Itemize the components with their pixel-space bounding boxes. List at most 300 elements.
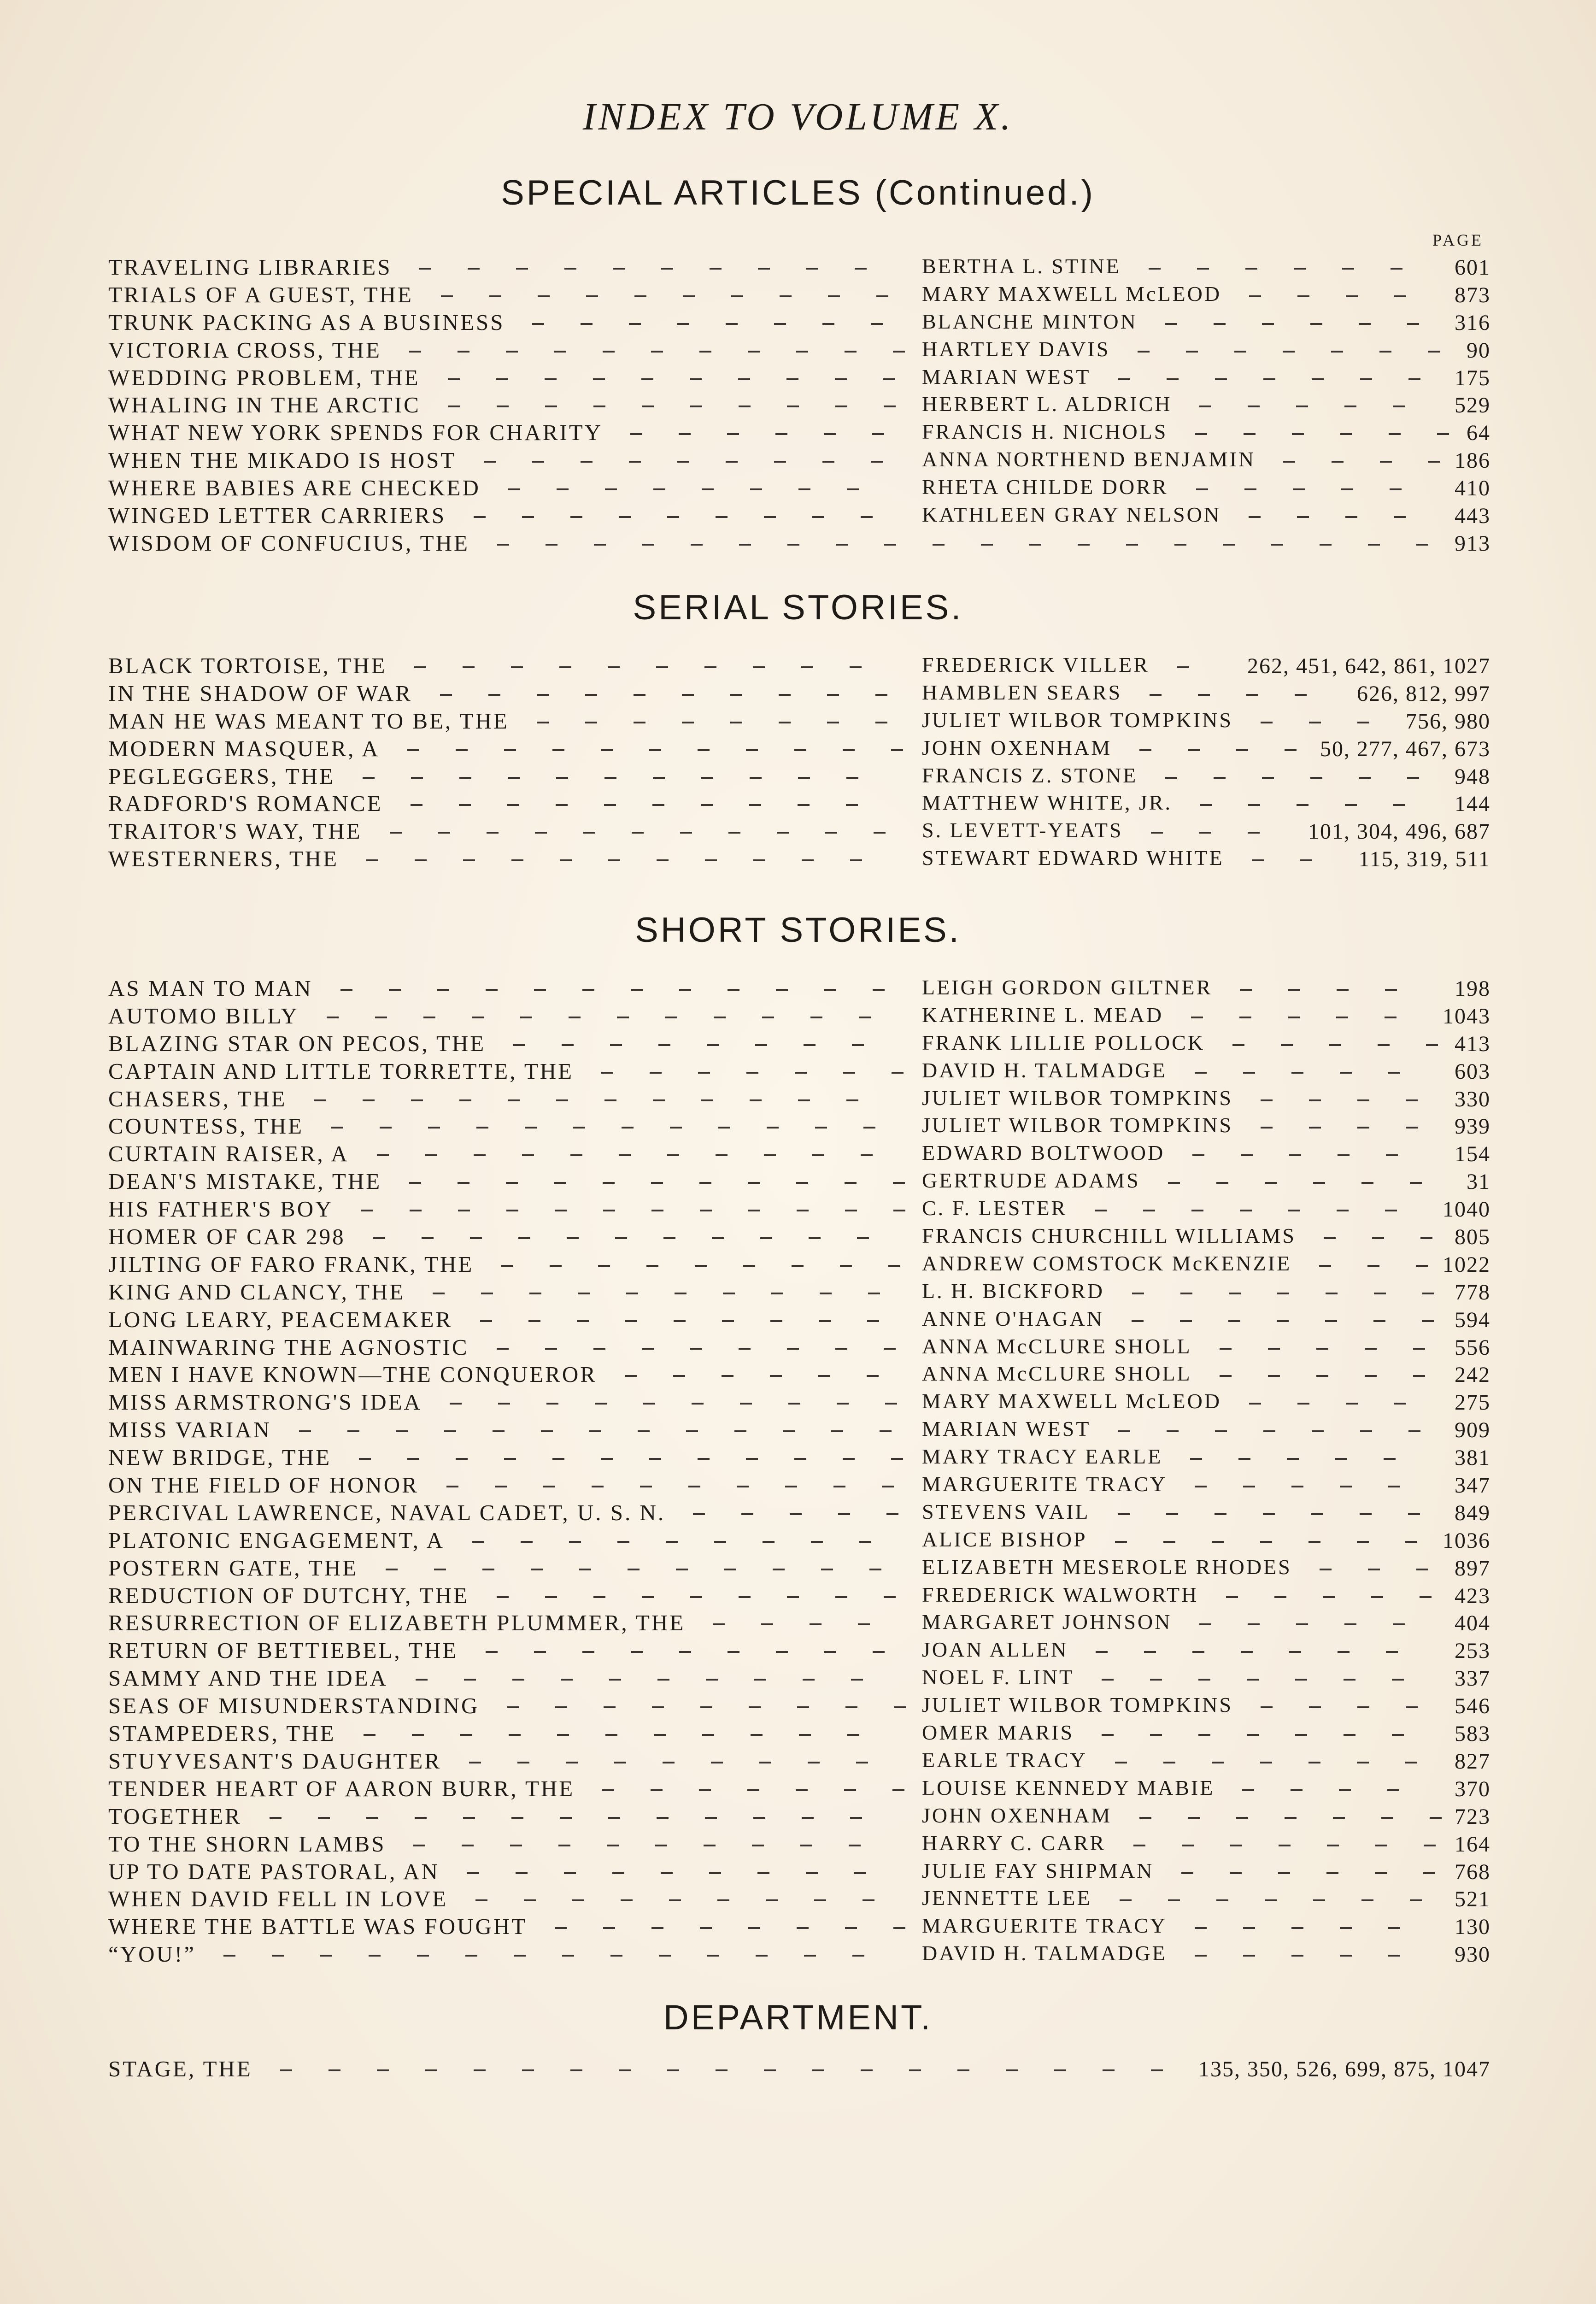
leader-dash [552,1458,564,1460]
leader-dash [373,1237,385,1239]
leader-dash [748,1182,760,1184]
leader-dash [1346,1403,1358,1405]
entry-title: CURTAIN RAISER, A [108,1141,349,1167]
leader-dash [579,1569,591,1570]
entry-page: 583 [1455,1722,1490,1746]
leader-dash [779,722,791,723]
leader-dash [1390,488,1402,490]
leader-dash [619,516,631,518]
leader-dash [812,2069,824,2071]
leader-dash [701,1099,713,1101]
leader-dash [1393,804,1405,806]
leader-dash [440,694,452,696]
leader-dash [846,804,858,806]
leader-dash [1285,749,1297,751]
leader-dash [1167,1430,1179,1432]
entry-page: 1040 [1443,1197,1490,1222]
leader-dash [520,1017,532,1018]
leader-dash [688,1486,700,1487]
leader-dash [874,832,886,834]
leader-dash [845,351,857,353]
leader-dash [1410,1899,1422,1901]
leader-dash [570,2069,582,2071]
index-entry [108,251,1490,279]
leader-dash [777,832,789,834]
leader-dash [845,1927,857,1929]
entry-title: POSTERN GATE, THE [108,1555,358,1581]
leader-dash [728,989,739,991]
leader-dash [510,1845,522,1846]
leader-dash [465,1955,477,1957]
leader-dash [610,1955,622,1957]
index-entry [108,1690,1490,1717]
leader-dash [1430,1817,1442,1819]
entry-title: SAMMY AND THE IDEA [108,1665,388,1691]
leader-dash [1313,1182,1325,1184]
entry-page: 626, 812, 997 [1357,681,1490,706]
leader-dash [557,488,569,490]
index-entry [108,1055,1490,1083]
leader-dash [861,516,873,518]
leader-dash [1291,1927,1303,1929]
leader-dash [679,433,691,435]
leader-dash [1357,1762,1369,1763]
leader-dash [532,323,544,325]
entry-page: 897 [1455,1556,1490,1581]
leader-dash [516,1872,528,1874]
leader-dash [690,406,702,407]
leader-dash [824,1651,836,1653]
leader-dash [702,488,714,490]
leader-dash [1177,666,1189,668]
leader-dash [692,1403,704,1405]
leader-dash [726,323,738,325]
leader-dash [608,1817,620,1819]
leader-dash [1144,1651,1156,1653]
entry-author: MATTHEW WHITE, JR. [922,791,1173,815]
leader-dash [802,859,814,861]
leader-dash [1248,1623,1260,1625]
leader-dash [1283,461,1295,463]
leader-dash [846,1099,858,1101]
leader-dash [1344,1734,1355,1736]
index-entry [108,500,1490,527]
entry-author: JENNETTE LEE [922,1886,1092,1910]
volume-title: INDEX TO VOLUME X. [582,95,1014,138]
entry-author: ANNA NORTHEND BENJAMIN [922,447,1256,471]
leader-dash [543,1486,555,1487]
leader-dash [1428,351,1440,353]
entry-author: BLANCHE MINTON [922,309,1138,333]
leader-dash [1096,1651,1108,1653]
entry-author: JULIET WILBOR TOMPKINS [922,1113,1233,1137]
leader-dash [1132,1293,1144,1294]
leader-dash [1277,1320,1289,1322]
leader-dash [507,804,519,806]
leader-dash [698,1072,710,1074]
leader-dash [1309,1706,1321,1708]
leader-dash [663,1237,675,1239]
entry-author: JULIET WILBOR TOMPKINS [922,708,1233,732]
leader-dash [1374,1293,1386,1294]
leader-dash [605,1734,617,1736]
leader-dash [437,989,449,991]
leader-dash [537,694,549,696]
leader-dash [1405,1762,1417,1763]
entry-author: DAVID H. TALMADGE [922,1941,1167,1965]
leader-dash [557,1734,569,1736]
leader-dash [1167,378,1179,380]
leader-dash [1297,516,1309,518]
entry-title: MEN I HAVE KNOWN—THE CONQUEROR [108,1362,597,1387]
leader-dash [1327,1845,1339,1846]
leader-dash [1408,378,1420,380]
leader-dash [573,1127,585,1128]
index-entry [108,527,1490,555]
entry-author: HARTLEY DAVIS [922,337,1110,361]
entry-title: VICTORIA CROSS, THE [108,337,381,363]
leader-dash [1238,1458,1250,1460]
entry-title: CHASERS, THE [108,1086,287,1111]
leader-dash [1308,1541,1320,1543]
leader-dash [892,1789,904,1791]
leader-dash [320,1955,332,1957]
leader-dash [1408,1430,1420,1432]
entry-title: RETURN OF BETTIEBEL, THE [108,1638,458,1663]
leader-dash [1285,1817,1297,1819]
leader-dash [880,1430,892,1432]
entry-page: 130 [1455,1915,1490,1940]
index-entry [108,650,1490,677]
leader-dash [749,1706,761,1708]
leader-dash [654,1734,666,1736]
entry-page: 778 [1455,1280,1490,1305]
leader-dash [738,378,750,380]
leader-dash [722,1375,733,1377]
leader-dash [746,1072,758,1074]
entry-title: PERCIVAL LAWRENCE, NAVAL CADET, U. S. N. [108,1499,666,1525]
leader-dash [605,488,617,490]
leader-dash [1423,1872,1435,1874]
entry-title: WHAT NEW YORK SPENDS FOR CHARITY [108,420,603,446]
leader-dash [653,777,665,779]
leader-dash [1345,516,1357,518]
leader-dash [873,989,885,991]
leader-dash [1437,433,1449,435]
leader-dash [411,777,423,779]
leader-dash [409,1182,421,1184]
leader-dash [861,1154,873,1156]
index-entry [108,815,1490,843]
leader-dash [650,1072,662,1074]
leader-dash [1394,1403,1406,1405]
leader-dash [1115,1762,1127,1763]
leader-dash [1288,989,1300,991]
leader-dash [1261,722,1273,723]
leader-dash [774,461,786,463]
leader-dash [1240,989,1252,991]
leader-dash [1385,1210,1397,1211]
index-entry [108,1028,1490,1055]
leader-dash [1393,406,1405,407]
leader-dash [495,1486,507,1487]
entry-page: 242 [1455,1363,1490,1387]
leader-dash [675,1293,687,1294]
leader-dash [1320,1569,1332,1570]
entry-page: 594 [1455,1307,1490,1332]
leader-dash [422,1237,434,1239]
leader-dash [1244,488,1256,490]
index-entry [108,1773,1490,1800]
entry-author: ALICE BISHOP [922,1527,1087,1551]
leader-dash [484,461,496,463]
leader-dash [522,516,534,518]
leader-dash [1261,1706,1273,1708]
leader-dash [497,1348,509,1350]
leader-dash [1422,1293,1434,1294]
leader-dash [340,989,352,991]
leader-dash [800,1845,812,1846]
leader-dash [845,1182,857,1184]
leader-dash [686,1430,698,1432]
leader-dash [582,989,594,991]
leader-dash [369,1955,381,1957]
leader-dash [739,406,751,407]
leader-dash [764,516,776,518]
leader-dash [409,351,421,353]
leader-dash [1384,1458,1396,1460]
leader-dash [1316,1348,1328,1350]
leader-dash [760,1237,772,1239]
leader-dash [838,1513,850,1515]
entry-page: 873 [1455,282,1490,307]
leader-dash [1385,1017,1396,1018]
leader-dash [1340,433,1352,435]
leader-dash [728,832,740,834]
leader-dash [472,1017,484,1018]
entry-page: 347 [1455,1473,1490,1498]
leader-dash [1344,1679,1355,1681]
leader-dash [593,378,605,380]
entry-title: MISS ARMSTRONG'S IDEA [108,1389,422,1415]
leader-dash [1326,1872,1338,1874]
leader-dash [506,351,518,353]
leader-dash [1394,295,1406,297]
leader-dash [882,1486,894,1487]
leader-dash [545,406,557,407]
leader-dash [762,1017,774,1018]
leader-dash [667,2069,679,2071]
leader-dash [695,1265,707,1267]
leader-dash [642,1596,654,1598]
leader-dash [909,2069,921,2071]
leader-dash [560,859,572,861]
leader-dash [786,378,798,380]
leader-dash [680,832,692,834]
leader-dash [1410,1182,1422,1184]
leader-dash [347,1430,359,1432]
leader-dash [535,832,547,834]
leader-dash [1236,749,1248,751]
leader-dash [876,295,888,297]
leader-dash [739,1596,751,1598]
leader-dash [1249,516,1261,518]
leader-dash [1333,1817,1345,1819]
leader-dash [867,1375,879,1377]
leader-dash [863,1127,875,1128]
leader-dash [564,268,576,270]
entry-author: MARY MAXWELL McLEOD [922,282,1222,306]
leader-dash [646,1265,658,1267]
leader-dash [572,1899,584,1901]
leader-dash [1243,1955,1255,1957]
dash-leader [108,1086,1490,1113]
leader-dash [1323,1596,1335,1598]
leader-dash [581,323,593,325]
entry-title: HIS FATHER'S BOY [108,1196,334,1222]
leader-dash [1268,1348,1280,1350]
leader-dash [770,1375,782,1377]
leader-dash [593,1348,605,1350]
leader-dash [776,989,788,991]
leader-dash [562,1044,574,1046]
entry-page: 135, 350, 526, 699, 875, 1047 [1198,2057,1490,2081]
leader-dash [1265,1899,1277,1901]
entry-author: FRANCIS CHURCHILL WILLIAMS [922,1224,1296,1248]
leader-dash [651,1210,663,1211]
leader-dash [835,406,847,407]
leader-dash [698,749,710,751]
leader-dash [893,1210,905,1211]
leader-dash [569,1017,581,1018]
leader-dash [1199,1623,1211,1625]
leader-dash [1248,406,1260,407]
entry-author: NOEL F. LINT [922,1665,1074,1689]
leader-dash [1163,1541,1175,1543]
leader-dash [603,351,615,353]
leader-dash [871,461,883,463]
leader-dash [707,1044,719,1046]
leader-dash [1311,1513,1323,1515]
leader-dash [706,1679,718,1681]
index-entry [108,2053,1490,2081]
leader-dash [1165,323,1177,325]
leader-dash [837,1403,849,1405]
leader-dash [1388,1927,1400,1929]
leader-dash [1379,351,1391,353]
leader-dash [363,777,375,779]
index-entry [108,1552,1490,1580]
leader-dash [504,1458,516,1460]
entry-title: BLACK TORTOISE, THE [108,653,387,678]
leader-dash [831,1430,843,1432]
leader-dash [1260,1762,1272,1763]
entry-page: 164 [1455,1832,1490,1857]
leader-dash [667,1154,679,1156]
index-entry [108,1828,1490,1856]
leader-dash [871,323,883,325]
leader-dash [1408,1513,1420,1515]
leader-dash [377,1154,389,1156]
leader-dash [1281,1044,1293,1046]
leader-dash [728,1651,739,1653]
leader-dash [1242,1789,1254,1791]
leader-dash [1139,749,1151,751]
index-entry [108,1580,1490,1607]
leader-dash [545,1596,557,1598]
entry-title: KING AND CLANCY, THE [108,1279,405,1305]
leader-dash [845,1210,857,1211]
leader-dash [1422,1320,1434,1322]
index-entry [108,1221,1490,1248]
leader-dash [1260,1541,1272,1543]
leader-dash [1149,268,1161,270]
leader-dash [612,1872,624,1874]
leader-dash [1375,1845,1387,1846]
leader-dash [1150,694,1162,696]
leader-dash [1241,1651,1253,1653]
leader-dash [677,323,689,325]
leader-dash [474,516,486,518]
leader-dash [657,859,669,861]
entry-author: LOUISE KENNEDY MABIE [922,1775,1215,1799]
dash-leader [108,1113,1490,1140]
leader-dash [417,1955,429,1957]
entry-title: SEAS OF MISUNDERSTANDING [108,1693,480,1719]
leader-dash [885,1403,897,1405]
leader-dash [1283,351,1295,353]
leader-dash [753,1817,765,1819]
leader-dash [1297,295,1309,297]
leader-dash [1277,1293,1289,1294]
leader-dash [847,1734,859,1736]
leader-dash [531,1569,543,1570]
leader-dash [825,832,837,834]
leader-dash [894,1706,906,1708]
leader-dash [1132,1320,1144,1322]
entry-page: 939 [1455,1114,1490,1139]
leader-dash [630,433,642,435]
leader-dash [390,832,402,834]
leader-dash [460,1734,472,1736]
leader-dash [893,1927,905,1929]
leader-dash [713,1623,725,1625]
leader-dash [1214,323,1226,325]
entry-page: 410 [1455,476,1490,501]
leader-dash [819,1320,831,1322]
leader-dash [709,1872,721,1874]
leader-dash [806,268,818,270]
leader-dash [701,804,713,806]
leader-dash [1380,461,1392,463]
leader-dash [886,1513,898,1515]
leader-dash [859,1017,871,1018]
leader-dash [863,1899,874,1901]
leader-dash [1420,1237,1432,1239]
leader-dash [1150,1679,1162,1681]
leader-dash [811,1541,823,1543]
leader-dash [1249,295,1261,297]
entry-page: 404 [1455,1611,1490,1636]
leader-dash [463,1817,475,1819]
entry-page: 521 [1455,1887,1490,1912]
leader-dash [456,1458,468,1460]
leader-dash [674,1320,686,1322]
leader-dash [1226,1596,1238,1598]
leader-dash [470,1237,482,1239]
index-entry [108,1248,1490,1276]
leader-dash [450,1403,462,1405]
